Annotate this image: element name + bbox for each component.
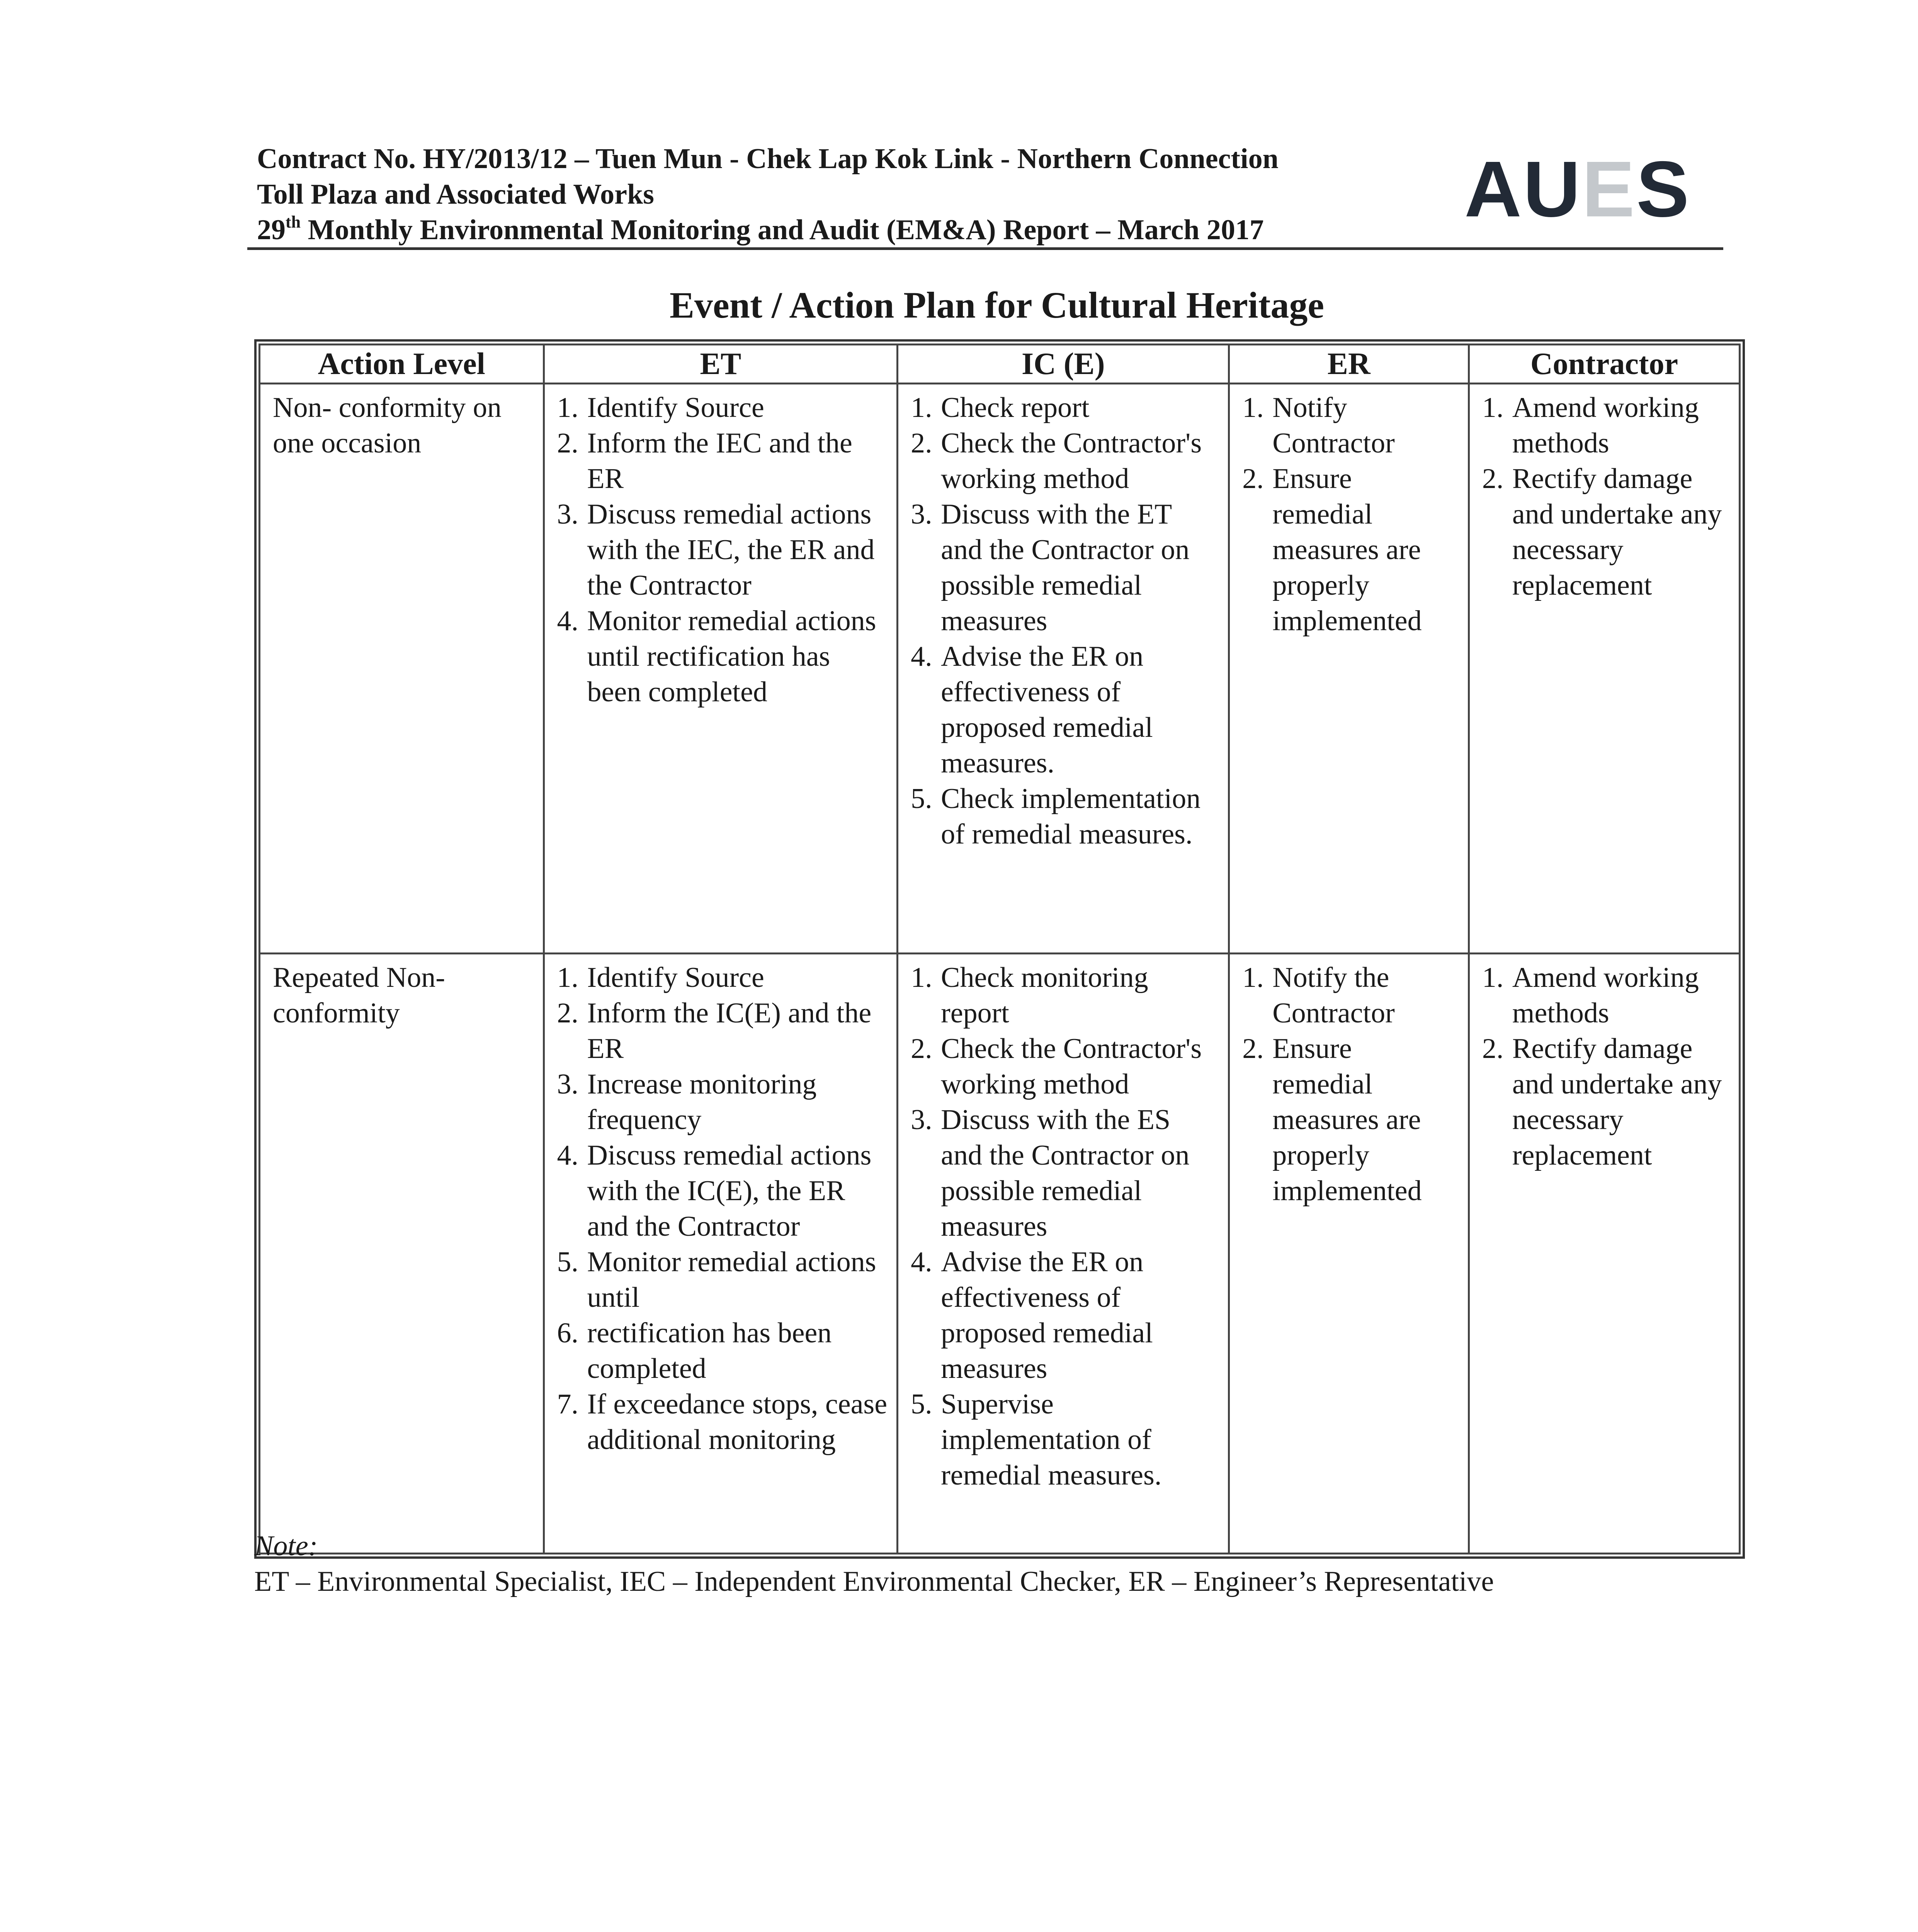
- header-et: ET: [544, 345, 898, 384]
- action-item-number: 2.: [1242, 1033, 1264, 1065]
- action-item-number: 4.: [911, 641, 932, 672]
- action-item-number: 2.: [1482, 1033, 1504, 1065]
- et-actions-cell: [544, 954, 898, 1554]
- logo-part-s: S: [1636, 145, 1691, 233]
- action-item-text: Ensure remedial measures are properly implemented: [1272, 463, 1422, 637]
- action-item: [1482, 390, 1729, 461]
- action-item-number: 2.: [557, 997, 579, 1029]
- action-level-text: Repeated Non-conformity: [273, 962, 445, 1029]
- er-actions-cell: [1229, 384, 1469, 954]
- action-item: [557, 1315, 888, 1386]
- action-item-number: 5.: [911, 783, 932, 815]
- action-item: [557, 603, 888, 710]
- action-item-text: Amend working methods: [1512, 962, 1699, 1029]
- action-item-number: 2.: [1482, 463, 1504, 495]
- er-action-list: [1242, 960, 1459, 1209]
- action-item-number: 1.: [557, 392, 579, 423]
- action-item-text: Rectify damage and undertake any necessary replacement: [1512, 463, 1722, 601]
- header-contractor: Contractor: [1469, 345, 1739, 384]
- action-item-text: Monitor remedial actions until rectification has been completed: [587, 605, 876, 708]
- action-item: [1242, 1031, 1459, 1209]
- action-item: [911, 1386, 1219, 1493]
- contractor-action-list: [1482, 960, 1729, 1173]
- action-item-number: 1.: [911, 392, 932, 423]
- action-item-number: 3.: [557, 1068, 579, 1100]
- header-action-level: Action Level: [260, 345, 544, 384]
- action-item-number: 3.: [911, 1104, 932, 1136]
- action-item-text: Ensure remedial measures are properly implemented: [1272, 1033, 1422, 1207]
- report-ordinal-suffix: th: [286, 213, 301, 231]
- action-item-number: 5.: [911, 1388, 932, 1420]
- header-works-line: Toll Plaza and Associated Works: [257, 179, 654, 210]
- ic-actions-cell: [898, 954, 1229, 1554]
- action-item: [911, 390, 1219, 425]
- action-item-text: Discuss remedial actions with the IEC, the ER and the Contractor: [587, 498, 875, 601]
- action-item-number: 1.: [1242, 392, 1264, 423]
- action-item-text: Inform the IEC and the ER: [587, 427, 852, 495]
- action-item: [557, 1244, 888, 1315]
- action-item: [557, 960, 888, 995]
- ic-action-list: [911, 960, 1219, 1493]
- action-item: [557, 1138, 888, 1244]
- logo-part-e: E: [1582, 145, 1636, 233]
- action-item-number: 7.: [557, 1388, 579, 1420]
- action-item-number: 2.: [911, 1033, 932, 1065]
- contractor-actions-cell: [1469, 384, 1739, 954]
- action-item-text: Check report: [941, 392, 1090, 423]
- action-item-text: rectification has been completed: [587, 1317, 832, 1384]
- report-title-rest: Monthly Environmental Monitoring and Audit (EM&A) Report – March 2017: [301, 214, 1264, 246]
- action-item-text: Check implementation of remedial measures.: [941, 783, 1201, 850]
- action-item-text: If exceedance stops, cease additional monitoring: [587, 1388, 888, 1456]
- aues-logo: [1464, 145, 1691, 233]
- action-item-text: Rectify damage and undertake any necessary replacement: [1512, 1033, 1722, 1171]
- action-item: [911, 960, 1219, 1031]
- action-item-number: 4.: [557, 605, 579, 637]
- action-item: [557, 390, 888, 425]
- page-title: Event / Action Plan for Cultural Heritage: [669, 284, 1325, 326]
- report-ordinal: 29: [257, 214, 286, 246]
- logo-part-au: AU: [1464, 145, 1582, 233]
- action-item: [911, 1031, 1219, 1102]
- header-ic-e: IC (E): [898, 345, 1229, 384]
- action-item-number: 2.: [557, 427, 579, 459]
- ic-action-list: [911, 390, 1219, 852]
- action-item-text: Discuss remedial actions with the IC(E), the ER and the Contractor: [587, 1139, 872, 1242]
- ic-actions-cell: [898, 384, 1229, 954]
- action-item: [557, 1386, 888, 1458]
- header-er: ER: [1229, 345, 1469, 384]
- action-item-text: Amend working methods: [1512, 392, 1699, 459]
- action-item: [1482, 960, 1729, 1031]
- action-item-text: Advise the ER on effectiveness of proposed remedial measures: [941, 1246, 1153, 1384]
- table-row: [260, 954, 1740, 1554]
- action-level-text: Non- conformity on one occasion: [273, 392, 502, 459]
- et-action-list: [557, 390, 888, 710]
- action-item-text: Identify Source: [587, 962, 764, 993]
- header-divider: [247, 247, 1723, 250]
- action-item-number: 3.: [911, 498, 932, 530]
- header-contract-line: Contract No. HY/2013/12 – Tuen Mun - Chek Lap Kok Link - Northern Connection: [257, 143, 1279, 175]
- action-item-number: 1.: [1242, 962, 1264, 993]
- action-item-text: Check the Contractor's working method: [941, 427, 1202, 495]
- action-item: [1242, 390, 1459, 461]
- et-actions-cell: [544, 384, 898, 954]
- action-item: [1482, 1031, 1729, 1173]
- action-item-text: Notify the Contractor: [1272, 962, 1395, 1029]
- action-item: [911, 781, 1219, 852]
- action-item: [557, 497, 888, 603]
- er-action-list: [1242, 390, 1459, 639]
- action-item-text: Discuss with the ES and the Contractor on possible remedial measures: [941, 1104, 1190, 1242]
- action-item-text: Inform the IC(E) and the ER: [587, 997, 872, 1065]
- action-item-text: Discuss with the ET and the Contractor on possible remedial measures: [941, 498, 1190, 637]
- action-item: [557, 995, 888, 1066]
- action-item-number: 1.: [1482, 392, 1504, 423]
- action-item-number: 2.: [1242, 463, 1264, 495]
- action-item-text: Check monitoring report: [941, 962, 1148, 1029]
- action-item-text: Monitor remedial actions until: [587, 1246, 876, 1313]
- action-item-text: Increase monitoring frequency: [587, 1068, 817, 1136]
- action-item-text: Identify Source: [587, 392, 764, 423]
- note-label: Note:: [254, 1530, 318, 1562]
- action-item: [557, 1066, 888, 1138]
- action-item: [911, 1102, 1219, 1244]
- action-level-cell: [260, 954, 544, 1554]
- action-item: [557, 425, 888, 497]
- action-item-number: 1.: [557, 962, 579, 993]
- action-item-number: 4.: [911, 1246, 932, 1278]
- action-item-number: 1.: [1482, 962, 1504, 993]
- action-item: [911, 497, 1219, 639]
- event-action-table: [258, 344, 1741, 1554]
- action-item-number: 1.: [911, 962, 932, 993]
- action-item-text: Notify Contractor: [1272, 392, 1395, 459]
- table-note: [254, 1528, 1494, 1599]
- action-item-text: Check the Contractor's working method: [941, 1033, 1202, 1100]
- action-item: [911, 425, 1219, 497]
- action-item-number: 5.: [557, 1246, 579, 1278]
- action-item: [1242, 461, 1459, 639]
- action-item: [1242, 960, 1459, 1031]
- action-item-text: Advise the ER on effectiveness of proposed remedial measures.: [941, 641, 1153, 779]
- contractor-actions-cell: [1469, 954, 1739, 1554]
- action-item: [1482, 461, 1729, 603]
- et-action-list: [557, 960, 888, 1458]
- event-action-table-frame: [254, 339, 1745, 1559]
- action-level-cell: [260, 384, 544, 954]
- table-header-row: [260, 345, 1740, 384]
- action-item-number: 4.: [557, 1139, 579, 1171]
- action-item-number: 2.: [911, 427, 932, 459]
- table-row: [260, 384, 1740, 954]
- action-item: [911, 639, 1219, 781]
- er-actions-cell: [1229, 954, 1469, 1554]
- contractor-action-list: [1482, 390, 1729, 603]
- action-item: [911, 1244, 1219, 1386]
- note-text: ET – Environmental Specialist, IEC – Independent Environmental Checker, ER – Engineer’s Representative: [254, 1566, 1494, 1597]
- action-item-text: Supervise implementation of remedial measures.: [941, 1388, 1162, 1491]
- action-item-number: 6.: [557, 1317, 579, 1349]
- action-item-number: 3.: [557, 498, 579, 530]
